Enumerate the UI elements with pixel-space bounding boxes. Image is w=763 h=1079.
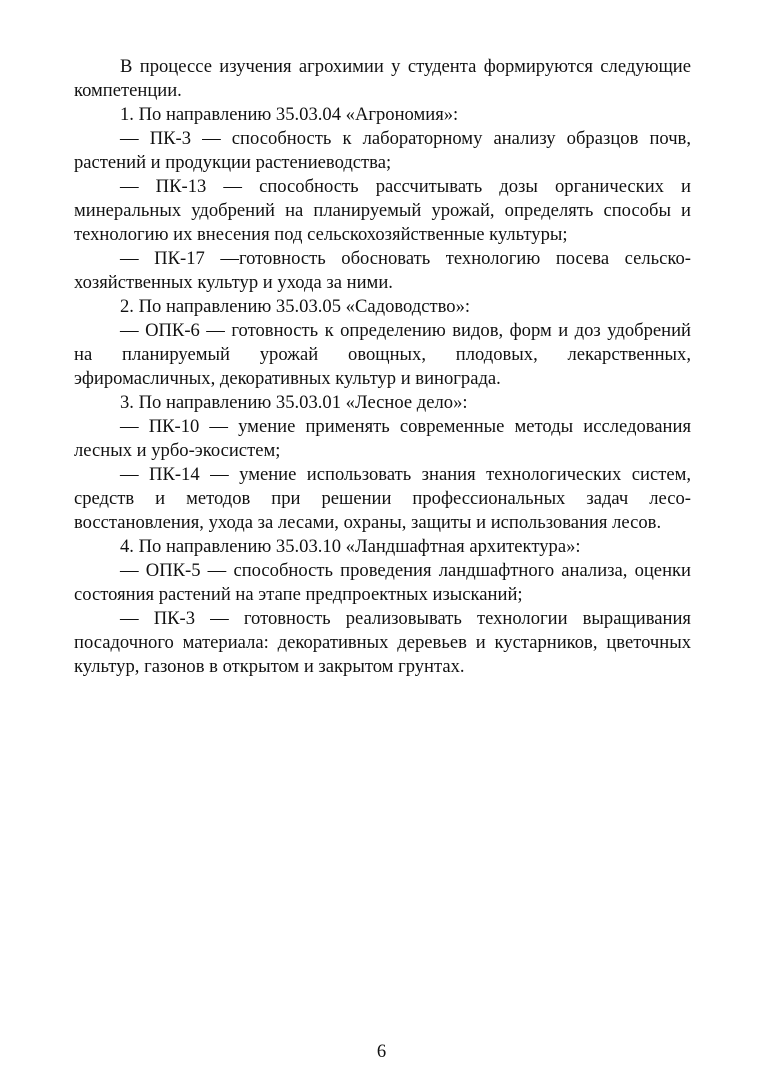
competency-pk-13: — ПК-13 — способность рассчитывать дозы органических и минеральных удобрений на планируемый урожай, определять способы и технологию их внесения под сельскохозяйственные культуры; (74, 176, 691, 245)
competency-pk-14: — ПК-14 — умение использовать знания технологических систем, средств и методов при решении профессиональных задач лесовосстановления, ухода за лесами, охраны, защиты и использования лесов. (74, 464, 691, 533)
section-heading-horticulture: 2. По направлению 35.03.05 «Садоводство»: (120, 296, 471, 317)
competency-opk-5: — ОПК-5 — способность проведения ландшафтного анализа, оценки состояния растений на этапе предпроектных изысканий; (74, 560, 691, 605)
section-heading-forestry: 3. По направлению 35.03.01 «Лесное дело»: (120, 392, 468, 413)
competency-opk-6: — ОПК-6 — готовность к определению видов, форм и доз удобрений на планируемый урожай овощных, плодовых, лекарственных, эфиромасличных, декоративных культур и винограда. (74, 320, 691, 389)
competency-pk-10: — ПК-10 — умение применять современные методы исследования лесных и урбо-экосистем; (74, 416, 691, 461)
competency-pk-17: — ПК-17 —готовность обосновать технологию посева сельскохозяйственных культур и ухода за ними. (74, 248, 691, 293)
competency-pk-3-landscape: — ПК-3 — готовность реализовывать технологии выращивания посадочного материала: декоративных деревьев и кустарников, цветочных культур, газонов в открытом и закрытом грунтах. (74, 608, 691, 677)
section-heading-landscape: 4. По направлению 35.03.10 «Ландшафтная архитектура»: (120, 536, 581, 557)
section-heading-agronomy: 1. По направлению 35.03.04 «Агрономия»: (120, 104, 459, 125)
competency-pk-3-agronomy: — ПК-3 — способность к лабораторному анализу образцов почв, растений и продукции растениеводства; (74, 128, 691, 173)
page-number: 6 (376, 1041, 387, 1062)
intro-paragraph: В процессе изучения агрохимии у студента формируются следующие компетенции. (74, 56, 691, 101)
page-body (74, 55, 691, 679)
